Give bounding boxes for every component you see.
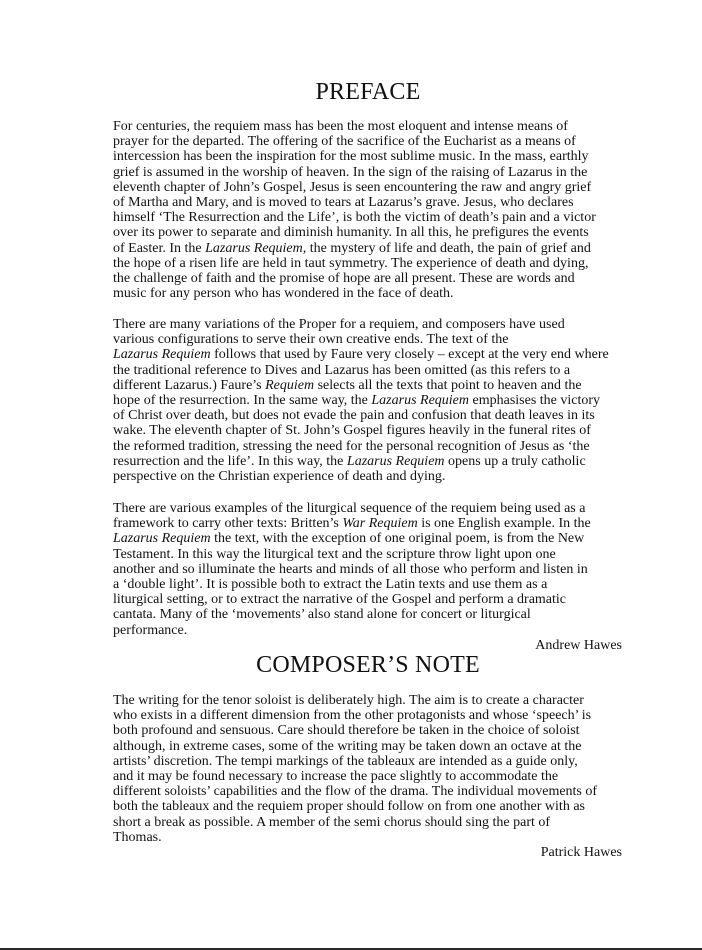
text-run: liturgical setting, or to extract the narrative of the Gospel and perform a dramatic xyxy=(113,592,567,608)
text-run: grief is assumed in the worship of heaven. In the sign of the raising of Lazarus in the xyxy=(113,164,588,180)
text-run: Testament. In this way the liturgical text and the scripture throw light upon one xyxy=(113,546,556,562)
text-run: who exists in a different dimension from the other protagonists and whose ‘speech’ is xyxy=(113,708,592,724)
preface-paragraph-1 xyxy=(113,119,625,301)
text-line xyxy=(113,769,625,784)
text-line xyxy=(113,501,625,516)
text-line xyxy=(113,723,625,738)
italic-title: Lazarus Requiem, xyxy=(205,240,307,256)
text-line xyxy=(113,195,625,210)
text-run: perspective on the Christian experience of death and dying. xyxy=(113,468,446,484)
text-line xyxy=(113,378,625,393)
text-run: opens up a truly catholic xyxy=(444,453,586,469)
italic-title: Lazarus Requiem xyxy=(113,347,211,363)
text-line xyxy=(113,210,625,225)
italic-title: Requiem xyxy=(265,377,315,393)
text-line xyxy=(113,332,625,347)
text-line xyxy=(113,180,625,195)
text-line xyxy=(113,347,625,362)
text-line xyxy=(113,225,625,240)
italic-title: Lazarus Requiem xyxy=(113,531,211,547)
text-run: short a break as possible. A member of the semi chorus should sing the part of xyxy=(113,814,551,830)
text-run: a ‘double light’. It is possible both to extract the Latin texts and use them as a xyxy=(113,576,548,592)
text-line xyxy=(113,754,625,769)
text-line xyxy=(113,317,625,332)
text-line xyxy=(113,547,625,562)
text-run: performance. xyxy=(113,622,188,638)
text-line xyxy=(113,516,625,531)
text-line xyxy=(113,241,625,256)
text-run: the mystery of life and death, the pain of grief and xyxy=(306,240,591,256)
text-line xyxy=(113,271,625,286)
text-run: of Martha and Mary, and is moved to tears at Lazarus’s grave. Jesus, who declares xyxy=(113,194,574,210)
composer-note-heading: COMPOSER’S NOTE xyxy=(256,652,480,678)
text-run: another and so illuminate the hearts and minds of all those who perform and listen in xyxy=(113,561,588,577)
text-line xyxy=(113,393,625,408)
text-run: The writing for the tenor soloist is deliberately high. The aim is to create a character xyxy=(113,693,584,708)
text-run: There are various examples of the liturgical sequence of the requiem being used as a xyxy=(113,501,586,516)
text-run: artists’ discretion. The tempi markings of the tableaux are intended as a guide only, xyxy=(113,753,578,769)
text-line xyxy=(113,739,625,754)
text-run: the reformed tradition, stressing the need for the personal recognition of Jesus as ‘the xyxy=(113,438,590,454)
text-run: and it may be found necessary to increase the pace slightly to accommodate the xyxy=(113,768,559,784)
text-line xyxy=(113,799,625,814)
text-run: different Lazarus.) Faure’s xyxy=(113,377,266,393)
italic-title: Lazarus Requiem xyxy=(346,453,445,469)
text-line xyxy=(113,623,625,638)
text-run: the hope of a risen life are held in taut symmetry. The experience of death and dying, xyxy=(113,255,589,271)
text-run: music for any person who has wondered in the face of death. xyxy=(113,286,454,302)
text-line xyxy=(113,165,625,180)
text-line xyxy=(113,708,625,723)
text-line xyxy=(113,119,625,134)
text-run: framework to carry other texts: Britten’s xyxy=(113,516,343,532)
text-line xyxy=(113,693,625,708)
text-run: There are many variations of the Proper for a requiem, and composers have used xyxy=(113,317,565,332)
text-line xyxy=(113,134,625,149)
text-run: although, in extreme cases, some of the writing may be taken down an octave at the xyxy=(113,738,582,754)
text-run: prayer for the departed. The offering of the sacrifice of the Eucharist as a means of xyxy=(113,134,576,150)
text-line xyxy=(113,363,625,378)
text-run: both profound and sensuous. Care should therefore be taken in the choice of soloist xyxy=(113,723,580,739)
composer-note-signature: Patrick Hawes xyxy=(540,845,622,860)
italic-title: Lazarus Requiem xyxy=(371,392,470,408)
text-run: Thomas. xyxy=(113,829,162,845)
text-run: different soloists’ capabilities and the flow of the drama. The individual movements of xyxy=(113,784,598,800)
text-line xyxy=(113,592,625,607)
preface-paragraph-3 xyxy=(113,501,625,638)
text-run: eleventh chapter of John’s Gospel, Jesus is seen encountering the raw and angry grief xyxy=(113,179,592,195)
text-run: of Christ over death, but does not evade the pain and confusion that death leaves in its xyxy=(113,408,595,424)
text-run: intercession has been the inspiration for the most sublime music. In the mass, earthly xyxy=(113,149,589,165)
text-line xyxy=(113,830,625,845)
text-line xyxy=(113,784,625,799)
italic-title: War Requiem xyxy=(342,516,418,532)
text-line xyxy=(113,454,625,469)
text-run: For centuries, the requiem mass has been the most eloquent and intense means of xyxy=(113,119,568,134)
composer-note-paragraph xyxy=(113,693,625,845)
text-line xyxy=(113,286,625,301)
text-line xyxy=(113,423,625,438)
text-run: the traditional reference to Dives and Lazarus has been omitted (as this refers to a xyxy=(113,362,571,378)
text-line xyxy=(113,531,625,546)
text-run: follows that used by Faure very closely – except at the very end where xyxy=(210,347,609,363)
text-line xyxy=(113,562,625,577)
text-run: the text, with the exception of one original poem, is from the New xyxy=(210,531,585,547)
text-run: hope of the resurrection. In the same way, the xyxy=(113,392,372,408)
text-run: himself ‘The Resurrection and the Life’, is both the victim of death’s pain and a victor xyxy=(113,210,596,226)
preface-heading: PREFACE xyxy=(315,79,421,105)
text-run: wake. The eleventh chapter of St. John’s Gospel figures heavily in the funeral rites of xyxy=(113,423,591,439)
text-run: is one English example. In the xyxy=(417,516,591,532)
text-run: both the tableaux and the requiem proper should follow on from one another with as xyxy=(113,799,585,815)
text-line xyxy=(113,408,625,423)
text-run: selects all the texts that point to heaven and the xyxy=(314,377,582,393)
preface-paragraph-2 xyxy=(113,317,625,484)
text-line xyxy=(113,815,625,830)
text-run: resurrection and the life’. In this way, the xyxy=(113,453,347,469)
text-run: various configurations to serve their own creative ends. The text of the xyxy=(113,332,509,348)
text-line xyxy=(113,256,625,271)
text-run: over its power to separate and diminish humanity. In all this, he prefigures the events xyxy=(113,225,589,241)
text-line xyxy=(113,577,625,592)
text-run: cantata. Many of the ‘movements’ also stand alone for concert or liturgical xyxy=(113,607,531,623)
text-run: emphasises the victory xyxy=(469,392,601,408)
text-run: of Easter. In the xyxy=(113,240,206,256)
preface-signature: Andrew Hawes xyxy=(535,638,622,653)
text-line xyxy=(113,469,625,484)
text-run: the challenge of faith and the promise of hope are all present. These are words and xyxy=(113,270,575,286)
text-line xyxy=(113,607,625,622)
text-line xyxy=(113,439,625,454)
text-line xyxy=(113,149,625,164)
